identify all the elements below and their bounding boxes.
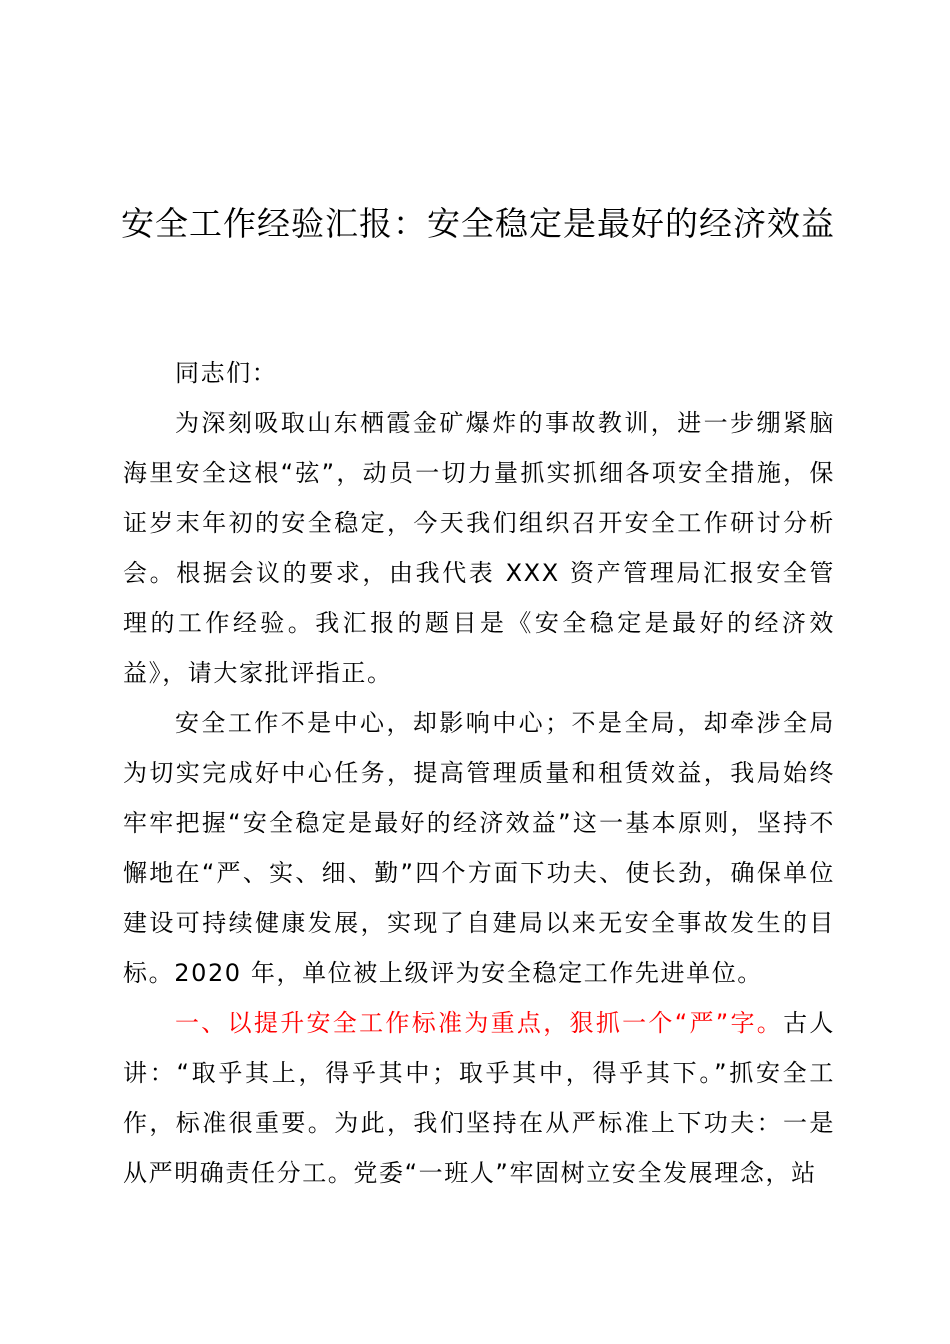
document-title: 安全工作经验汇报：安全稳定是最好的经济效益 [121, 204, 835, 243]
section-1-paragraph [123, 998, 835, 1198]
document-body [123, 348, 835, 1198]
paragraph-principle: 安全工作不是中心，却影响中心；不是全局，却牵涉全局为切实完成好中心任务，提高管理质量和租赁效益，我局始终牢牢把握“安全稳定是最好的经济效益”这一基本原则，坚持不懈地在“严、实、细、勤”四个方面下功夫、使长劲，确保单位建设可持续健康发展，实现了自建局以来无安全事故发生的目标。2020 年，单位被上级评为安全稳定工作先进单位。 [123, 709, 835, 987]
salutation: 同志们： [175, 359, 278, 387]
paragraph-intro: 为深刻吸取山东栖霞金矿爆炸的事故教训，进一步绷紧脑海里安全这根“弦”，动员一切力量抓实抓细各项安全措施，保证岁末年初的安全稳定，今天我们组织召开安全工作研讨分析会。根据会议的要求，由我代表 XXX 资产管理局汇报安全管理的工作经验。我汇报的题目是《安全稳定是最好的经济效益》，请大家批评指正。 [123, 409, 835, 687]
section-1-heading: 一、以提升安全工作标准为重点，狠抓一个“严”字。 [175, 1009, 784, 1037]
section-1-text: 古人讲：“取乎其上，得乎其中；取乎其中，得乎其下。”抓安全工作，标准很重要。为此，我们坚持在从严标准上下功夫：一是从严明确责任分工。党委“一班人”牢固树立安全发展理念，站 [123, 1009, 836, 1187]
